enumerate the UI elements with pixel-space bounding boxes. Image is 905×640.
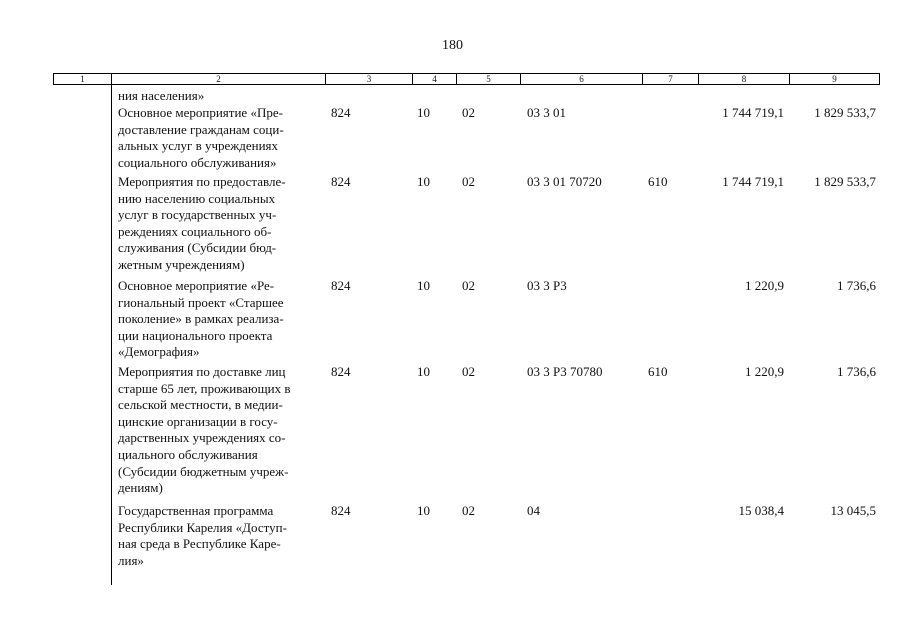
row-name-line: ная среда в Республике Каре- [118, 536, 281, 552]
row-name-line: доставление гражданам соци- [118, 121, 284, 137]
row-amount-year-1: 15 038,4 [738, 503, 784, 518]
row-name-line: служивания (Субсидии бюд- [118, 240, 277, 256]
continuation-text: ния населения» [118, 88, 205, 103]
row-name-line: Республики Карелия «Доступ- [118, 519, 287, 535]
header-col-7: 7 [643, 74, 699, 84]
row-expense-type: 610 [648, 174, 668, 189]
row-target-article: 03 3 01 70720 [527, 174, 602, 189]
row-name-line: ции национального проекта [118, 327, 273, 343]
row-name-line: социального обслуживания» [118, 154, 277, 170]
row-name-line: старше 65 лет, проживающих в [118, 380, 291, 396]
row-ministry-code: 824 [331, 278, 351, 293]
row-subsection: 02 [462, 503, 475, 518]
row-section: 10 [417, 278, 430, 293]
row-name-line: цинские организации в госу- [118, 413, 278, 429]
row-name-line: жетным учреждениям) [118, 256, 245, 272]
row-amount-year-2: 1 829 533,7 [814, 105, 876, 120]
row-name-line: нию населению социальных [118, 190, 276, 206]
row-name-line: Мероприятия по предоставле- [118, 174, 286, 189]
row-name-line: Государственная программа [118, 503, 274, 518]
row-ministry-code: 824 [331, 364, 351, 379]
row-name-line: сельской местности, в медии- [118, 397, 283, 413]
row-target-article: 03 3 Р3 [527, 278, 567, 293]
row-expense-type: 610 [648, 364, 668, 379]
header-col-9: 9 [832, 74, 837, 84]
row-amount-year-1: 1 744 719,1 [722, 174, 784, 189]
row-name-line: Мероприятия по доставке лиц [118, 364, 286, 379]
row-name-line: Основное мероприятие «Ре- [118, 278, 275, 293]
row-name-line: гиональный проект «Старшее [118, 294, 284, 310]
row-ministry-code: 824 [331, 105, 351, 120]
row-amount-year-1: 1 744 719,1 [722, 105, 784, 120]
row-name [118, 278, 284, 361]
header-col-6: 6 [521, 74, 643, 84]
row-name [118, 105, 284, 171]
row-name-line: реждениях социального об- [118, 223, 272, 239]
row-name-line: «Демография» [118, 344, 200, 360]
row-ministry-code: 824 [331, 503, 351, 518]
row-amount-year-2: 1 829 533,7 [814, 174, 876, 189]
page-number: 180 [442, 38, 463, 53]
row-target-article: 03 3 01 [527, 105, 566, 120]
table-header [53, 73, 880, 85]
row-subsection: 02 [462, 278, 475, 293]
row-name-line: дарственных учреждениях со- [118, 430, 286, 446]
row-name [118, 364, 291, 497]
row-name-line: Основное мероприятие «Пре- [118, 105, 283, 120]
row-target-article: 03 3 Р3 70780 [527, 364, 603, 379]
header-col-8: 8 [699, 74, 790, 84]
row-ministry-code: 824 [331, 174, 351, 189]
row-name-line: циального обслуживания [118, 446, 258, 462]
row-target-article: 04 [527, 503, 540, 518]
row-amount-year-2: 1 736,6 [837, 364, 876, 379]
row-section: 10 [417, 105, 430, 120]
row-name-line: услуг в государственных уч- [118, 207, 277, 223]
row-section: 10 [417, 364, 430, 379]
row-section: 10 [417, 174, 430, 189]
row-amount-year-1: 1 220,9 [745, 364, 784, 379]
header-col-3: 3 [326, 74, 413, 84]
header-col-5: 5 [457, 74, 521, 84]
row-name-line: дениям) [118, 480, 163, 496]
row-amount-year-1: 1 220,9 [745, 278, 784, 293]
header-col-2: 2 [112, 74, 326, 84]
row-subsection: 02 [462, 174, 475, 189]
row-subsection: 02 [462, 105, 475, 120]
row-section: 10 [417, 503, 430, 518]
row-name [118, 174, 286, 274]
column-divider [111, 85, 112, 585]
row-name-line: альных услуг в учреждениях [118, 138, 279, 154]
row-name [118, 503, 287, 569]
row-name-line: (Субсидии бюджетным учреж- [118, 463, 289, 479]
row-name-line: лия» [118, 552, 144, 568]
row-name-line: поколение» в рамках реализа- [118, 311, 284, 327]
row-amount-year-2: 1 736,6 [837, 278, 876, 293]
row-subsection: 02 [462, 364, 475, 379]
header-col-1: 1 [54, 74, 112, 84]
row-amount-year-2: 13 045,5 [830, 503, 876, 518]
header-col-4: 4 [413, 74, 457, 84]
